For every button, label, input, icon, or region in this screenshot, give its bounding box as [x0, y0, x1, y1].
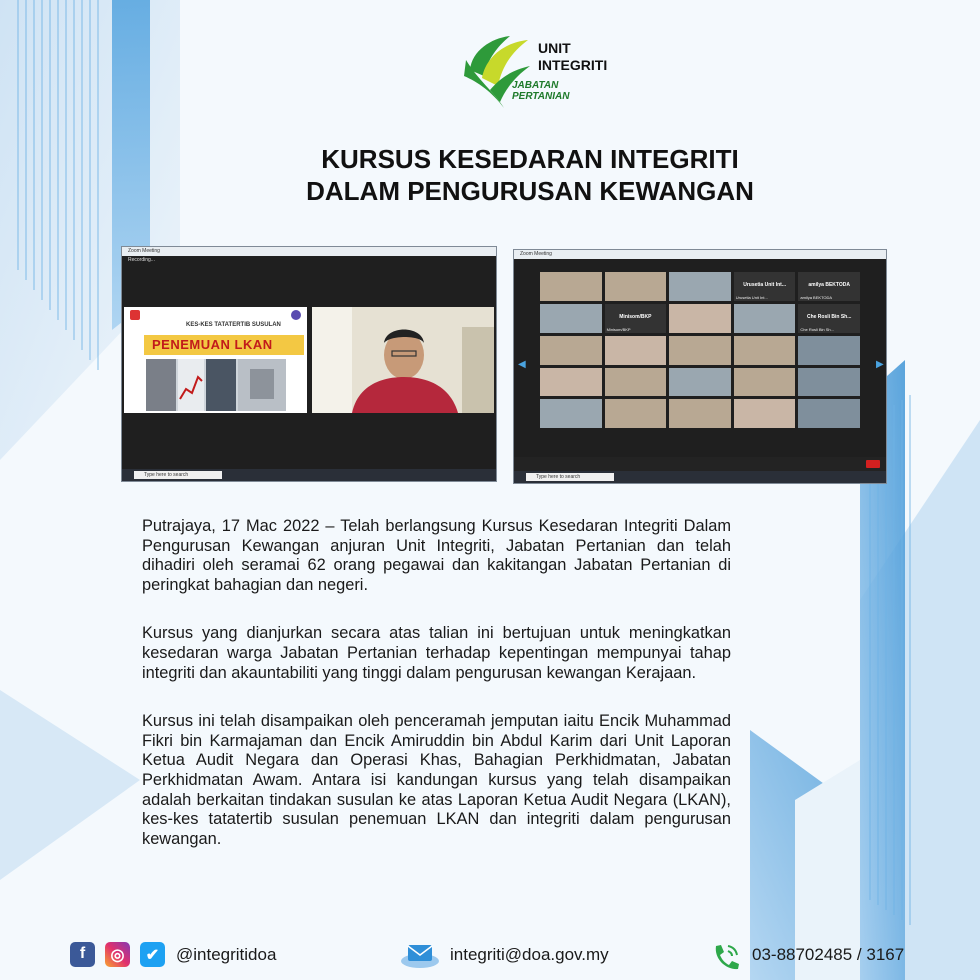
participant-name: Che Rosli Bin Sh...: [800, 326, 834, 332]
logo-subtitle: [512, 80, 569, 102]
paragraph-3: Kursus ini telah disampaikan oleh penceramah jemputan iaitu Encik Muhammad Fikri bin Karmajaman dan Encik Amiruddin bin Abdul Karim dari Unit Laporan Ketua Audit Negara dan Operasi Khas, Bahagian Perkhidmatan, Jabatan Perkhidmatan Awam. Antara isi kandungan kursus yang telah disampaikan adalah berkaitan tindakan susulan ke atas Laporan Ketua Audit Negara (LKAN), kes-kes tatatertib susulan penemuan LKAN dan integriti dalam pengurusan kewangan.: [142, 712, 731, 848]
participant-tile: [540, 272, 602, 301]
participant-caption: Minisom/BKP: [619, 313, 652, 320]
slide-subtitle: KES-KES TATATERTIB SUSULAN: [186, 322, 281, 328]
participant-tile: [605, 399, 667, 428]
participant-tile: [605, 336, 667, 365]
title-line-2: DALAM PENGURUSAN KEWANGAN: [306, 176, 754, 206]
taskbar-search-box: Type here to search: [134, 471, 222, 479]
participant-tile: [540, 399, 602, 428]
participant-tile: [798, 272, 860, 301]
participant-tile: [605, 368, 667, 397]
participant-tile: [669, 399, 731, 428]
participant-tile: [605, 272, 667, 301]
jpa-logo-icon: [291, 310, 301, 320]
end-meeting-button: [866, 460, 880, 468]
participant-tile: [798, 336, 860, 365]
windows-taskbar: [122, 469, 496, 481]
speaker-video: [312, 307, 494, 413]
footer-contacts: [0, 940, 980, 974]
participant-tile: [734, 336, 796, 365]
instagram-glyph: ◎: [110, 947, 125, 964]
participant-tile: [669, 304, 731, 333]
participant-tile: [734, 368, 796, 397]
participant-tile: [734, 304, 796, 333]
page-title: [250, 143, 810, 207]
twitter-glyph: ✔: [145, 947, 160, 964]
participant-tile: [669, 272, 731, 301]
participant-caption: amilya BEKTODA: [808, 282, 850, 288]
participant-tile: [798, 368, 860, 397]
phone-icon: [710, 942, 742, 972]
participant-tile: [734, 399, 796, 428]
participant-tile: [540, 368, 602, 397]
logo-sub-1: JABATAN: [512, 80, 559, 91]
paragraph-2: Kursus yang dianjurkan secara atas talian ini bertujuan untuk meningkatkan kesedaran warga Jabatan Pertanian terhadap kepentingan mempunyai tahap integriti dan akauntabiliti yang tinggi dalam pengurusan kewangan Kerajaan.: [142, 624, 731, 682]
participant-name: amilya BEKTODA: [800, 294, 833, 300]
gallery-next-icon: ▶: [876, 359, 884, 370]
participant-tile: [798, 399, 860, 428]
paragraph-1: Putrajaya, 17 Mac 2022 – Telah berlangsung Kursus Kesedaran Integriti Dalam Pengurusan Kewangan anjuran Unit Integriti, Jabatan Pertanian dan telah dihadiri oleh seramai 62 orang pegawai dan kakitangan Jabatan Pertanian di peringkat bahagian dan negeri.: [142, 517, 731, 594]
gallery-prev-icon: ◀: [518, 359, 526, 370]
participant-gallery: [540, 272, 860, 460]
zoom-controls-bar: [514, 457, 886, 471]
zoom-window-titlebar: Zoom Meeting: [122, 247, 496, 256]
participant-tile: [540, 336, 602, 365]
zoom-screenshot-presenter: [121, 246, 497, 482]
recording-indicator: Recording...: [128, 257, 155, 263]
windows-taskbar: [514, 471, 886, 483]
logo-sub-2: PERTANIAN: [512, 91, 570, 102]
slide-collage-image: [146, 359, 286, 411]
participant-caption: Urusetia Unit Int...: [743, 282, 786, 288]
phone-number[interactable]: 03-88702485 / 3167: [752, 945, 905, 964]
social-handle[interactable]: @integritidoa: [176, 945, 277, 964]
participant-name: Minisom/BKP: [606, 326, 631, 332]
twitter-icon[interactable]: [140, 942, 165, 967]
facebook-icon[interactable]: [70, 942, 95, 967]
facebook-glyph: f: [79, 945, 86, 962]
title-line-1: KURSUS KESEDARAN INTEGRITI: [321, 144, 739, 174]
presentation-slide: [124, 307, 307, 413]
govt-crest-icon: [130, 310, 140, 320]
slide-title: PENEMUAN LKAN: [152, 337, 273, 352]
participant-tile: [605, 304, 667, 333]
zoom-screenshot-gallery: [513, 249, 887, 484]
email-icon: [400, 943, 440, 969]
unit-integriti-logo: [460, 30, 630, 112]
article-body: [142, 517, 731, 878]
logo-line-2: INTEGRITI: [538, 57, 608, 73]
zoom-window-titlebar: Zoom Meeting: [514, 250, 886, 259]
participant-tile: [734, 272, 796, 301]
logo-title: [538, 40, 607, 74]
email-address[interactable]: integriti@doa.gov.my: [450, 945, 609, 964]
participant-name: Urusetia Unit Int...: [735, 294, 768, 300]
participant-tile: [669, 336, 731, 365]
participant-tile: [540, 304, 602, 333]
taskbar-search-box: Type here to search: [526, 473, 614, 481]
instagram-icon[interactable]: [105, 942, 130, 967]
participant-caption: Che Rosli Bin Sh...: [806, 313, 852, 320]
participant-tile: [798, 304, 860, 333]
logo-line-1: UNIT: [538, 40, 571, 56]
participant-tile: [669, 368, 731, 397]
